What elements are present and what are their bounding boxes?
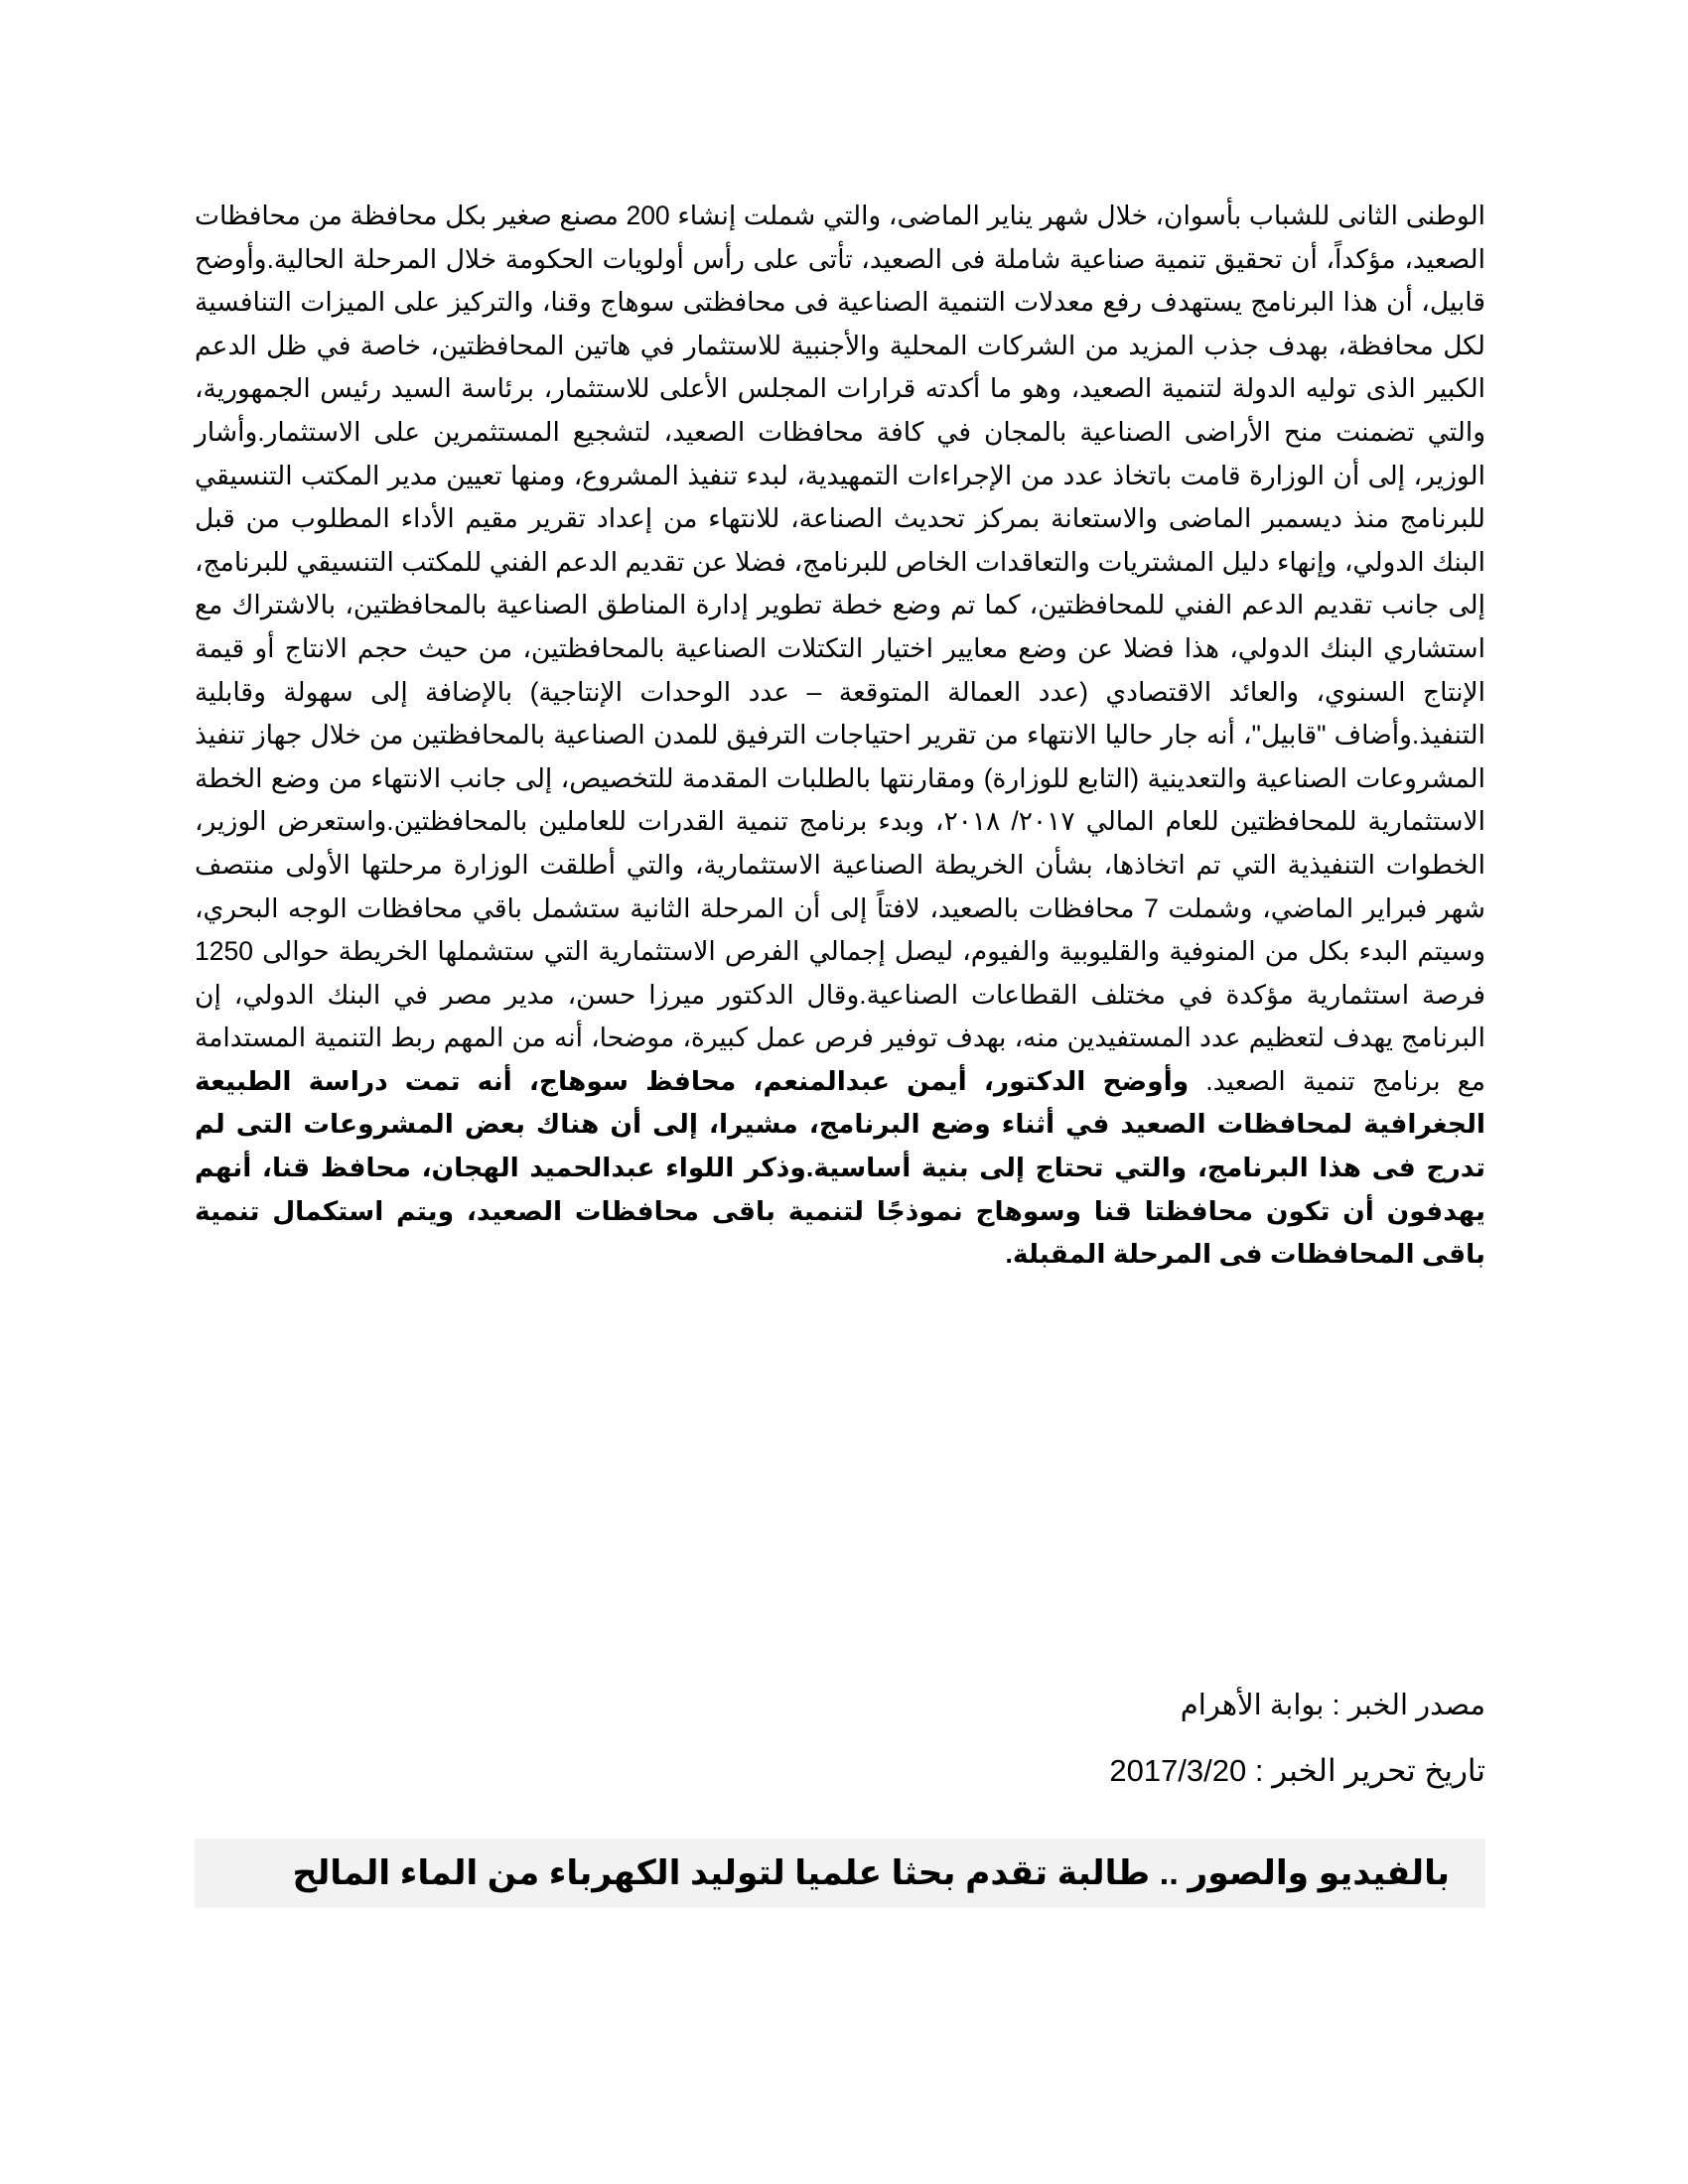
- news-source: مصدر الخبر : بوابة الأهرام: [1180, 1690, 1485, 1721]
- article-body: [195, 195, 1485, 1277]
- article-text-bold: وأوضح الدكتور، أيمن عبدالمنعم، محافظ سوهاج، أنه تمت دراسة الطبيعة الجغرافية لمحافظات الصعيد في أثناء وضع البرنامج، مشيرا، إلى أن هناك بعض المشروعات التى لم تدرج فى هذا البرنامج، والتي تحتاج إلى بنية أساسية.وذكر اللواء عبدالحميد الهجان، محافظ قنا، أنهم يهدفون أن تكون محافظتا قنا وسوهاج نموذجًا لتنمية باقى محافظات الصعيد، ويتم استكمال تنمية باقى المحافظات فى المرحلة المقبلة.: [195, 1065, 1485, 1270]
- related-headline-box[interactable]: [195, 1839, 1485, 1908]
- related-headline[interactable]: بالفيديو والصور .. طالبة تقدم بحثا علميا لتوليد الكهرباء من الماء المالح: [292, 1854, 1450, 1892]
- publish-date: تاريخ تحرير الخبر : 2017/3/20: [1109, 1753, 1485, 1788]
- article-text: الوطنى الثانى للشباب بأسوان، خلال شهر يناير الماضى، والتي شملت إنشاء 200 مصنع صغير بكل محافظة من محافظات الصعيد، مؤكداً، أن تحقيق تنمية صناعية شاملة فى الصعيد، تأتى على رأس أولويات الحكومة خلال المرحلة الحالية.وأوضح قابيل، أن هذا البرنامج يستهدف رفع معدلات التنمية الصناعية فى محافظتى سوهاج وقنا، والتركيز على الميزات التنافسية لكل محافظة، بهدف جذب المزيد من الشركات المحلية والأجنبية للاستثمار في هاتين المحافظتين، خاصة في ظل الدعم الكبير الذى توليه الدولة لتنمية الصعيد، وهو ما أكدته قرارات المجلس الأعلى للاستثمار، برئاسة السيد رئيس الجمهورية، والتي تضمنت منح الأراضى الصناعية بالمجان في كافة محافظات الصعيد، لتشجيع المستثمرين على الاستثمار.وأشار الوزير، إلى أن الوزارة قامت باتخاذ عدد من الإجراءات التمهيدية، لبدء تنفيذ المشروع، ومنها تعيين مدير المكتب التنسيقي للبرنامج منذ ديسمبر الماضى والاستعانة بمركز تحديث الصناعة، للانتهاء من إعداد تقرير مقيم الأداء المطلوب من قبل البنك الدولي، وإنهاء دليل المشتريات والتعاقدات الخاص للبرنامج، فضلا عن تقديم الدعم الفني للمكتب التنسيقي للبرنامج، إلى جانب تقديم الدعم الفني للمحافظتين، كما تم وضع خطة تطوير إدارة المناطق الصناعية بالمحافظتين، بالاشتراك مع استشاري البنك الدولي، هذا فضلا عن وضع معايير اختيار التكتلات الصناعية بالمحافظتين، من حيث حجم الانتاج أو قيمة الإنتاج السنوي، والعائد الاقتصادي (عدد العمالة المتوقعة – عدد الوحدات الإنتاجية) بالإضافة إلى سهولة وقابلية التنفيذ.وأضاف "قابيل"، أنه جار حاليا الانتهاء من تقرير احتياجات الترفيق للمدن الصناعية بالمحافظتين من خلال جهاز تنفيذ المشروعات الصناعية والتعدينية (التابع للوزارة) ومقارنتها بالطلبات المقدمة للتخصيص، إلى جانب الانتهاء من وضع الخطة الاستثمارية للمحافظتين للعام المالي ٢٠١٧/ ٢٠١٨، وبدء برنامج تنمية القدرات للعاملين بالمحافظتين.واستعرض الوزير، الخطوات التنفيذية التي تم اتخاذها، بشأن الخريطة الصناعية الاستثمارية، والتي أطلقت الوزارة مرحلتها الأولى منتصف شهر فبراير الماضي، وشملت 7 محافظات بالصعيد، لافتاً إلى أن المرحلة الثانية ستشمل باقي محافظات الوجه البحري، وسيتم البدء بكل من المنوفية والقليوبية والفيوم، ليصل إجمالي الفرص الاستثمارية التي ستشملها الخريطة حوالى 1250 فرصة استثمارية مؤكدة في مختلف القطاعات الصناعية.وقال الدكتور ميرزا حسن، مدير مصر في البنك الدولي، إن البرنامج يهدف لتعظيم عدد المستفيدين منه، بهدف توفير فرص عمل كبيرة، موضحا، أنه من المهم ربط التنمية المستدامة مع برنامج تنمية الصعيد.: [195, 201, 1486, 1096]
